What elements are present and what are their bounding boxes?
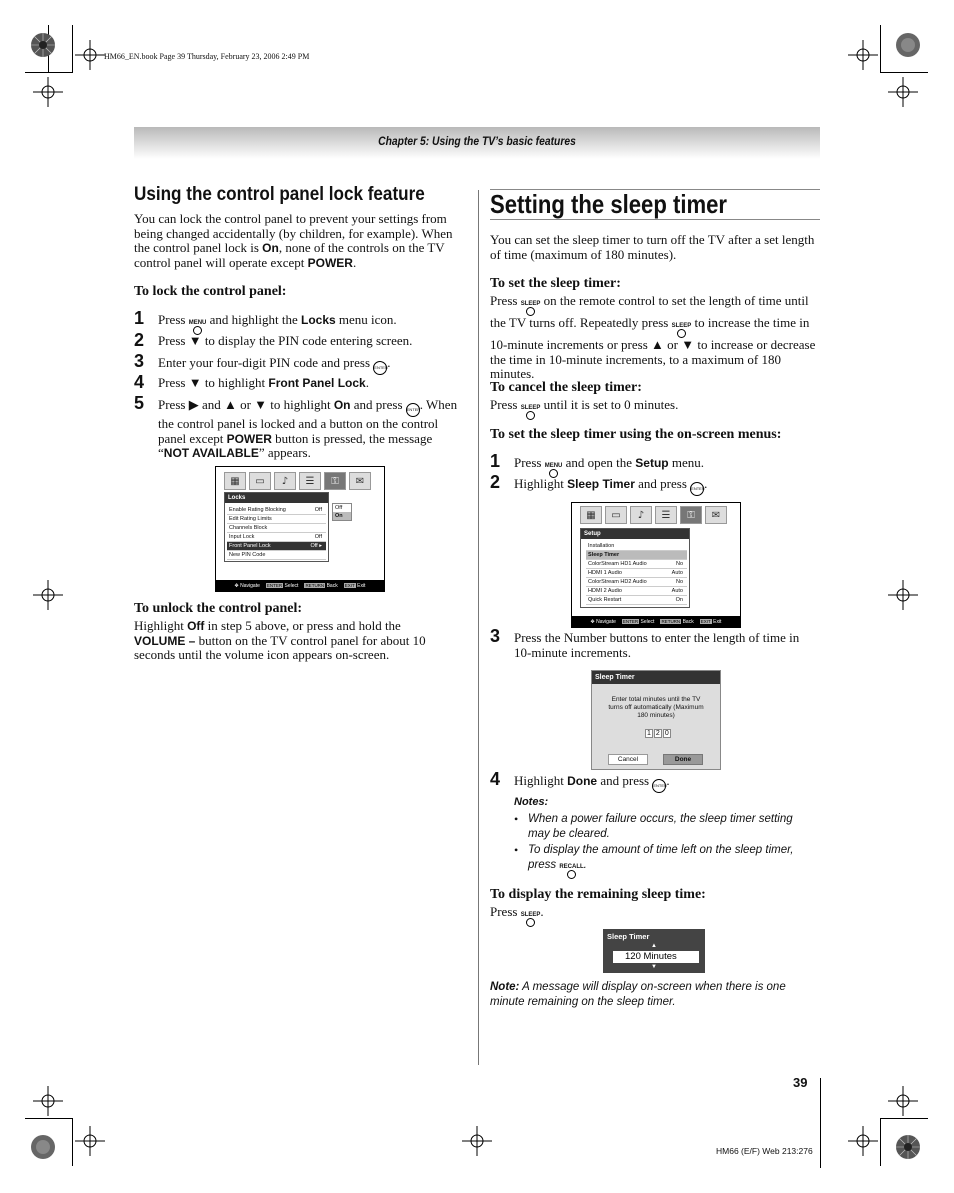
text-line (158, 398, 468, 417)
audio-menu-icon: ♪ (630, 506, 652, 524)
menu-row: Enable Rating Blocking Off (227, 506, 326, 515)
keyword: NOT AVAILABLE (163, 446, 259, 461)
sleep-intro (490, 233, 825, 262)
step-number: 2 (134, 330, 145, 350)
text: panel except (158, 430, 227, 446)
keyword: POWER (307, 255, 353, 270)
text: Press ▼ to highlight (158, 375, 269, 390)
setup-menu-panel (580, 528, 690, 608)
text-line (158, 432, 468, 447)
text: “ (158, 445, 164, 461)
menu-row-selected: Front Panel Lock Off ▸ (227, 542, 326, 551)
exit-hint: EXIT Exit (344, 582, 366, 589)
book-header: HM66_EN.book Page 39 Thursday, February 23, 2006 2:49 PM (104, 52, 310, 61)
registration-mark-icon (75, 40, 105, 70)
step-number: 1 (134, 308, 145, 328)
timer-value: 120 Minutes (613, 951, 699, 963)
picture-menu-icon: ▦ (224, 472, 246, 490)
done-button[interactable]: Done (663, 754, 703, 765)
panel-title: Locks (225, 493, 328, 503)
text: , none of the controls on the TV (278, 240, 445, 256)
option-list (332, 503, 352, 521)
step-number: 1 (490, 451, 501, 471)
sleep-button-icon: SLEEP (521, 405, 541, 420)
audio-menu-icon: ♪ (274, 472, 296, 490)
back-hint: RETURN Back (305, 582, 338, 589)
menu-row: HDMI 1 Audio Auto (586, 569, 687, 578)
notes-title: Notes: (514, 796, 549, 808)
text-line: 10-minute increments or press ▲ or ▼ to increase or decrease (490, 337, 816, 352)
screen-menu-icon: ▭ (249, 472, 271, 490)
set-sleep-subheading: To set the sleep timer: (490, 276, 621, 291)
bullet: • (514, 812, 519, 826)
step-number: 4 (134, 372, 145, 392)
text: menu icon. (335, 312, 397, 327)
registration-mark-icon (33, 1086, 63, 1116)
sleep-button-icon: SLEEP (521, 301, 541, 316)
lock-step-2: Press ▼ to display the PIN code entering screen. (158, 333, 413, 348)
lock-subheading: To lock the control panel: (134, 284, 287, 299)
text-line: seconds until the volume icon appears on-screen. (134, 647, 390, 663)
keyword: POWER (226, 431, 272, 446)
unlock-text (134, 619, 469, 663)
select-hint: ENTER Select (622, 618, 655, 625)
footer-code: HM66 (E/F) Web 213:276 (716, 1146, 813, 1156)
unlock-subheading: To unlock the control panel: (134, 601, 303, 616)
setup-menu-icon: ☰ (299, 472, 321, 490)
text-line: the time in 10-minute increments, to a maximum of 180 (490, 351, 781, 367)
text: . (352, 254, 357, 270)
locks-menu-screenshot (215, 466, 385, 592)
cancel-button[interactable]: Cancel (608, 754, 648, 765)
step-number: 4 (490, 769, 501, 789)
menu-footer (216, 580, 384, 591)
text: the control panel lock is (134, 240, 263, 256)
text-line: 10-minute increments. (514, 644, 631, 660)
text-line: the TV turns off. Repeatedly press SLEEP to increase the time in (490, 316, 825, 338)
step-number: 2 (490, 472, 501, 492)
note-1: When a power failure occurs, the sleep timer setting may be cleared. (528, 813, 793, 840)
color-registration-icon (895, 32, 921, 58)
text-line: You can lock the control panel to prevent your settings from (134, 211, 447, 226)
registration-mark-icon (888, 580, 918, 610)
exit-hint: EXIT Exit (700, 618, 722, 625)
text-line: Press the Number buttons to enter the length of time in (514, 630, 800, 645)
registration-mark-icon (75, 1126, 105, 1156)
menu-step-2: Highlight Sleep Timer and press ENTER. (514, 477, 824, 496)
text-line: being changed accidentally (by children, for example). When (134, 225, 453, 241)
text: . (365, 375, 369, 390)
dialog-title: Sleep Timer (592, 671, 720, 684)
recall-button-icon: RECALL (559, 864, 583, 879)
sleep-timer-dialog (591, 670, 721, 770)
text: control panel will operate except (134, 254, 308, 270)
step-number: 5 (134, 393, 145, 413)
section-heading-control-panel-lock: Using the control panel lock feature (134, 184, 425, 205)
applications-menu-icon: ✉ (349, 472, 371, 490)
locks-menu-icon: ⚿ (680, 506, 702, 524)
menu-row: New PIN Code (227, 551, 326, 560)
text: . When (419, 397, 458, 412)
text: Press ▶ and ▲ or ▼ to highlight (158, 397, 334, 412)
arrow-down-icon: ▼ (651, 964, 657, 970)
picture-menu-icon: ▦ (580, 506, 602, 524)
text-line (158, 446, 468, 461)
text: and highlight the (206, 312, 301, 327)
color-registration-icon (30, 32, 56, 58)
keyword: On (333, 398, 351, 412)
text-line: VOLUME – button on the TV control panel for about 10 (134, 632, 426, 648)
menu-row: Channels Block (227, 524, 326, 533)
menu-step-3 (514, 631, 824, 660)
sleep-button-icon: SLEEP (672, 323, 692, 338)
keyword: Front Panel Lock (268, 376, 366, 390)
sleep-timer-display (603, 929, 705, 973)
keyword: On (262, 241, 279, 256)
locks-menu-icon: ⚿ (324, 472, 346, 490)
text: and press (350, 397, 406, 412)
menu-row-selected: Sleep Timer (586, 551, 687, 560)
applications-menu-icon: ✉ (705, 506, 727, 524)
text-line (134, 256, 469, 271)
section-heading-sleep-timer: Setting the sleep timer (490, 189, 728, 219)
enter-button-icon: ENTER (690, 482, 704, 496)
display-sleep-subheading: To display the remaining sleep time: (490, 887, 706, 902)
setup-menu-screenshot (571, 502, 741, 628)
text-line: Highlight Off in step 5 above, or press and hold the (134, 618, 401, 633)
registration-mark-icon (462, 1126, 492, 1156)
menu-icon-row (580, 506, 727, 524)
menu-button-icon: MENU (189, 320, 207, 335)
step-number: 3 (490, 626, 501, 646)
menu-button-icon: MENU (545, 463, 563, 478)
menu-row: Edit Rating Limits (227, 515, 326, 524)
registration-mark-icon (848, 1126, 878, 1156)
color-registration-icon (895, 1134, 921, 1160)
dialog-message: Enter total minutes until the TV turns off automatically (Maximum 180 minutes) (608, 696, 704, 719)
heading-rule-bottom (490, 219, 820, 220)
menu-row: Input Lock Off (227, 533, 326, 542)
setup-menu-icon: ☰ (655, 506, 677, 524)
sleep-button-icon: SLEEP (521, 912, 541, 927)
left-intro (134, 212, 469, 270)
navigate-hint: ✥ Navigate (234, 582, 260, 589)
navigate-hint: ✥ Navigate (590, 618, 616, 625)
column-divider (478, 190, 479, 1065)
option-on: On (333, 512, 351, 520)
menu-sleep-subheading: To set the sleep timer using the on-screen menus: (490, 427, 782, 442)
enter-button-icon: ENTER (406, 403, 420, 417)
lock-step-1 (158, 313, 468, 335)
text-line: of time (maximum of 180 minutes). (490, 246, 677, 262)
set-sleep-text (490, 294, 825, 382)
enter-button-icon: ENTER (652, 779, 666, 793)
note-2: To display the amount of time left on the sleep timer, press RECALL . (528, 843, 823, 879)
panel-title: Setup (581, 529, 689, 539)
registration-mark-icon (888, 77, 918, 107)
menu-row: Quick Restart On (586, 596, 687, 605)
menu-row: HDMI 2 Audio Auto (586, 587, 687, 596)
keyword: Locks (300, 313, 336, 327)
chapter-bar (134, 127, 820, 159)
menu-step-1: Press MENU and open the Setup menu. (514, 456, 824, 478)
text-line: minutes. (490, 366, 535, 382)
text: . (387, 355, 391, 370)
cancel-sleep-subheading: To cancel the sleep timer: (490, 380, 642, 395)
lock-step-3 (158, 356, 468, 375)
text-line: the control panel is locked and a button on the control (158, 416, 439, 431)
text: Enter your four-digit PIN code and press (158, 355, 374, 370)
text-line: You can set the sleep timer to turn off the TV after a set length (490, 232, 815, 247)
back-hint: RETURN Back (661, 618, 694, 625)
page-number: 39 (793, 1075, 808, 1090)
menu-row: ColorStream HD2 Audio No (586, 578, 687, 587)
registration-mark-icon (848, 40, 878, 70)
final-note: Note: A message will display on-screen when there is one minute remaining on the sleep timer. (490, 981, 786, 1008)
chapter-title: Chapter 5: Using the TV’s basic features (378, 134, 576, 148)
display-sleep-text: Press SLEEP . (490, 905, 825, 927)
lock-step-5 (158, 398, 468, 461)
minutes-entry[interactable]: 1 2 0 (647, 730, 669, 737)
registration-mark-icon (888, 1086, 918, 1116)
registration-mark-icon (33, 77, 63, 107)
color-registration-icon (30, 1134, 56, 1160)
option-off: Off (335, 505, 343, 511)
registration-mark-icon (33, 580, 63, 610)
menu-row: ColorStream HD1 Audio No (586, 560, 687, 569)
enter-button-icon: ENTER (373, 361, 387, 375)
bullet: • (514, 843, 519, 857)
text-line (134, 241, 469, 256)
text: ” appears. (258, 445, 311, 461)
arrow-up-icon: ▲ (651, 943, 657, 949)
menu-footer (572, 616, 740, 627)
cancel-sleep-text: Press SLEEP until it is set to 0 minutes. (490, 398, 825, 420)
screen-menu-icon: ▭ (605, 506, 627, 524)
select-hint: ENTER Select (266, 582, 299, 589)
text: button is pressed, the message (271, 430, 433, 446)
menu-step-4: Highlight Done and press ENTER. (514, 774, 824, 793)
lock-step-4 (158, 376, 468, 391)
text-line: Press SLEEP on the remote control to set the length of time until (490, 294, 825, 316)
step-number: 3 (134, 351, 145, 371)
display-title: Sleep Timer (607, 932, 650, 941)
menu-icon-row (224, 472, 371, 490)
text: Press (158, 312, 189, 327)
menu-row: Installation (586, 542, 687, 551)
locks-menu-panel (224, 492, 329, 562)
